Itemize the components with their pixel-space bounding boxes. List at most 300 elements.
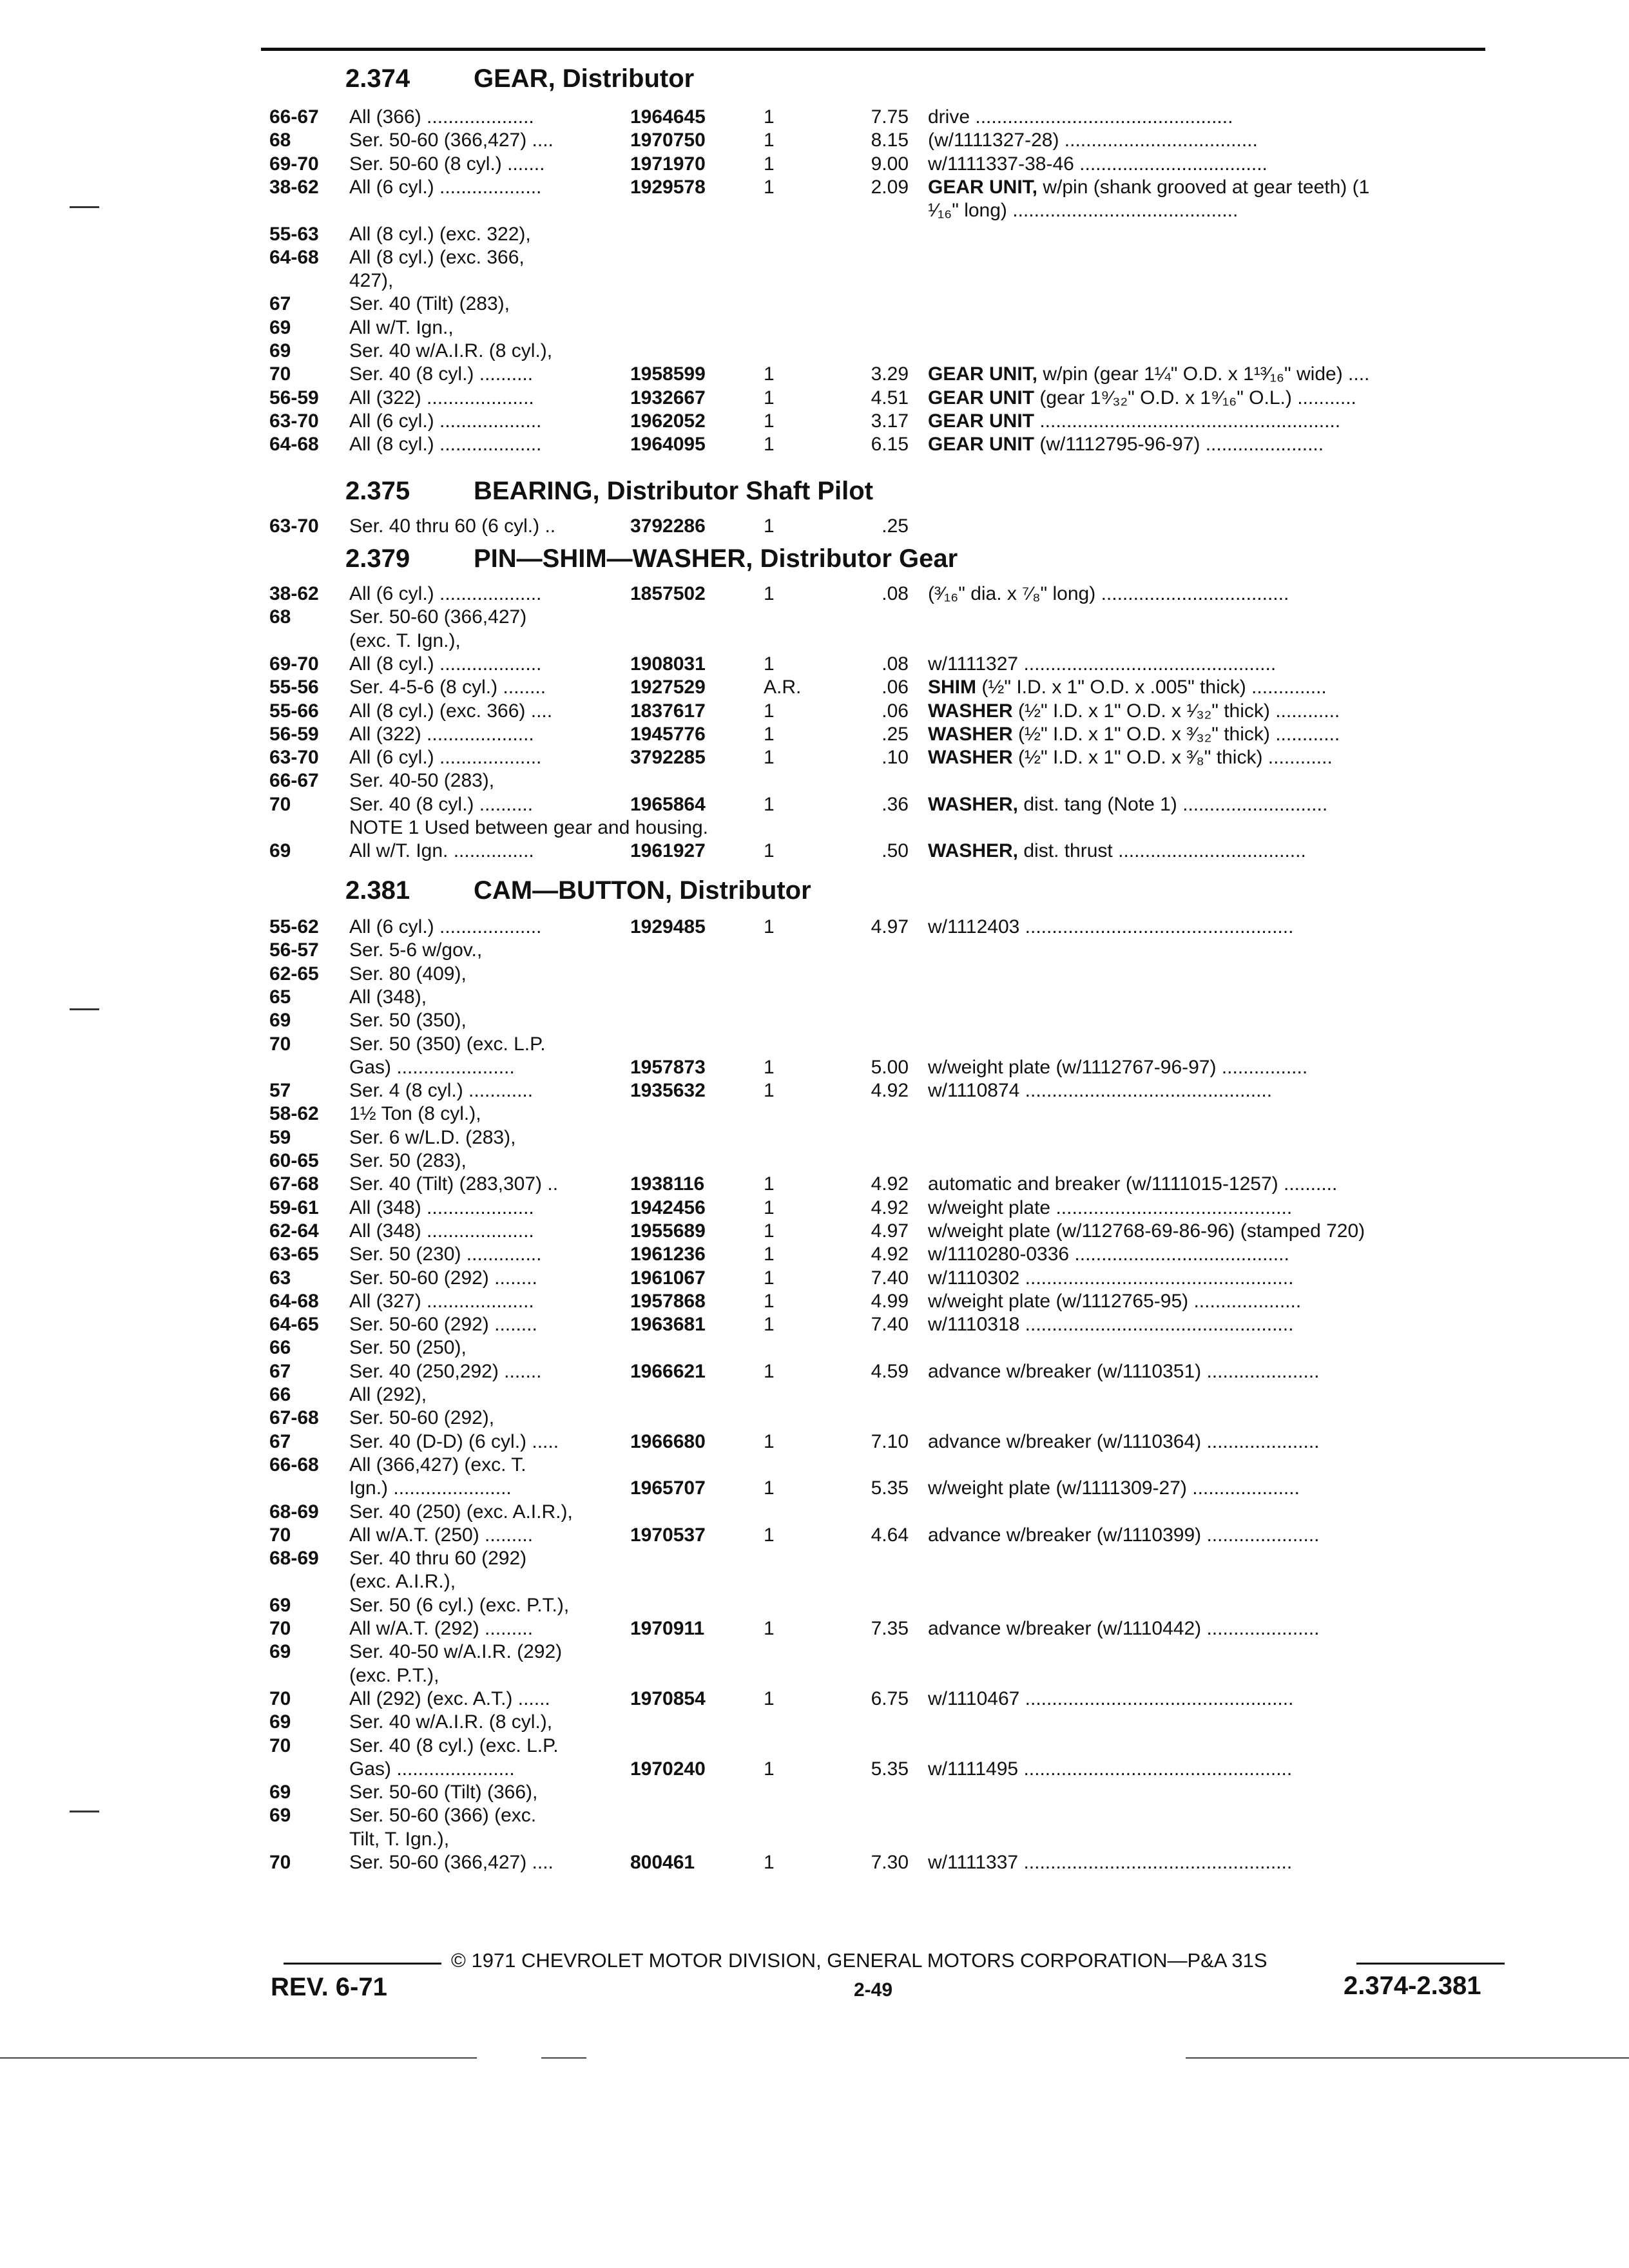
application: Ser. 50 (6 cyl.) (exc. P.T.), bbox=[349, 1595, 570, 1616]
part-row bbox=[0, 1267, 1629, 1289]
remarks bbox=[928, 1314, 1495, 1336]
part-number: 1970240 bbox=[630, 1758, 706, 1780]
remarks-text: w/1111337-38-46 ................................... bbox=[928, 153, 1268, 175]
application: 427), bbox=[349, 270, 394, 291]
part-number: 1964645 bbox=[630, 106, 706, 128]
part-number: 1938116 bbox=[630, 1173, 705, 1195]
remarks-text: ........................................................ bbox=[1034, 410, 1341, 432]
application: All (348) .................... bbox=[349, 1197, 534, 1218]
application: All (6 cyl.) ................... bbox=[349, 747, 542, 768]
quantity: 1 bbox=[764, 153, 775, 175]
quantity: 1 bbox=[764, 583, 775, 604]
part-row bbox=[0, 840, 1629, 862]
application: All (8 cyl.) (exc. 322), bbox=[349, 224, 531, 245]
application: All (8 cyl.) (exc. 366) .... bbox=[349, 700, 553, 722]
quantity: A.R. bbox=[764, 677, 802, 698]
remarks bbox=[928, 916, 1495, 938]
part-number: 1945776 bbox=[630, 724, 706, 745]
price: .06 bbox=[882, 700, 909, 722]
application: Ser. 40 (Tilt) (283,307) .. bbox=[349, 1173, 559, 1195]
application: Ser. 40 thru 60 (6 cyl.) .. bbox=[349, 515, 556, 537]
application: Ser. 50 (250), bbox=[349, 1337, 467, 1358]
remarks-text: w/1110302 .................................................. bbox=[928, 1267, 1294, 1289]
price: 5.35 bbox=[871, 1758, 909, 1780]
application: Ser. 4 (8 cyl.) ............ bbox=[349, 1080, 534, 1101]
scan-edge-line bbox=[1186, 2057, 1629, 2059]
price: .10 bbox=[882, 747, 909, 768]
part-number: 1957868 bbox=[630, 1291, 706, 1312]
remarks-part-name: WASHER bbox=[928, 724, 1013, 745]
price: 5.35 bbox=[871, 1477, 909, 1499]
remarks-text: w/1110874 .............................................. bbox=[928, 1080, 1273, 1101]
quantity: 1 bbox=[764, 410, 775, 432]
remarks-text: (³⁄₁₆" dia. x ⁷⁄₈" long) ................................... bbox=[928, 583, 1289, 604]
quantity: 1 bbox=[764, 1758, 775, 1780]
part-number: 1966621 bbox=[630, 1361, 706, 1382]
remarks bbox=[928, 653, 1495, 675]
remarks-text: w/weight plate (w/112768-69-86-96) (stamped 720) bbox=[928, 1220, 1365, 1242]
part-row bbox=[0, 106, 1629, 128]
remarks-text: w/1111495 .................................................. bbox=[928, 1758, 1293, 1780]
part-row bbox=[0, 247, 1629, 269]
section-range: 2.374-2.381 bbox=[1344, 1972, 1481, 2000]
remarks bbox=[928, 1057, 1495, 1079]
price: .50 bbox=[882, 840, 909, 861]
part-row bbox=[0, 1220, 1629, 1242]
application: All w/A.T. (292) ......... bbox=[349, 1618, 534, 1639]
part-row bbox=[0, 1501, 1629, 1523]
part-row bbox=[0, 1314, 1629, 1336]
quantity: 1 bbox=[764, 515, 775, 537]
part-row bbox=[0, 130, 1629, 151]
application: (exc. T. Ign.), bbox=[349, 630, 461, 651]
remarks bbox=[928, 363, 1495, 385]
remarks-text: w/1110318 .................................................. bbox=[928, 1314, 1294, 1335]
part-row bbox=[0, 986, 1629, 1008]
price: 4.59 bbox=[871, 1361, 909, 1382]
remarks-text: advance w/breaker (w/1110399) ..................... bbox=[928, 1524, 1320, 1546]
model-year: 66 bbox=[269, 1337, 291, 1358]
price: .08 bbox=[882, 583, 909, 604]
quantity: 1 bbox=[764, 1688, 775, 1709]
application: Gas) ...................... bbox=[349, 1758, 515, 1780]
remarks-text: (½" I.D. x 1" O.D. x ³⁄₈" thick) ............ bbox=[1012, 747, 1333, 768]
model-year: 68 bbox=[269, 130, 291, 151]
quantity: 1 bbox=[764, 1220, 775, 1242]
application: All (6 cyl.) ................... bbox=[349, 410, 542, 432]
remarks-part-name: GEAR UNIT bbox=[928, 434, 1034, 455]
part-number: 3792285 bbox=[630, 747, 706, 768]
remarks-part-name: WASHER bbox=[928, 747, 1013, 768]
application: Ser. 50 (230) .............. bbox=[349, 1244, 542, 1265]
remarks bbox=[928, 387, 1495, 409]
model-year: 64-68 bbox=[269, 1291, 319, 1312]
part-row bbox=[0, 224, 1629, 245]
application: Ser. 40 thru 60 (292) bbox=[349, 1548, 527, 1569]
quantity: 1 bbox=[764, 130, 775, 151]
part-row bbox=[0, 817, 1629, 839]
price: 4.64 bbox=[871, 1524, 909, 1546]
model-year: 66-67 bbox=[269, 770, 319, 791]
application: All (348), bbox=[349, 986, 427, 1008]
remarks bbox=[928, 1267, 1495, 1289]
part-row bbox=[0, 1711, 1629, 1733]
part-row bbox=[0, 1197, 1629, 1219]
price: 7.35 bbox=[871, 1618, 909, 1639]
part-row bbox=[0, 630, 1629, 652]
remarks-text: (½" I.D. x 1" O.D. x ³⁄₃₂" thick) ............ bbox=[1012, 724, 1340, 745]
application: All (327) .................... bbox=[349, 1291, 534, 1312]
part-row bbox=[0, 939, 1629, 961]
part-row bbox=[0, 770, 1629, 792]
application: All (6 cyl.) ................... bbox=[349, 916, 542, 937]
remarks-text: automatic and breaker (w/1111015-1257) .......... bbox=[928, 1173, 1338, 1195]
quantity: 1 bbox=[764, 840, 775, 861]
part-row bbox=[0, 1033, 1629, 1055]
section-title: PIN—SHIM—WASHER, Distributor Gear bbox=[474, 544, 958, 573]
price: 3.17 bbox=[871, 410, 909, 432]
part-row bbox=[0, 177, 1629, 198]
part-row bbox=[0, 1150, 1629, 1172]
price: 7.40 bbox=[871, 1314, 909, 1335]
model-year: 70 bbox=[269, 1618, 291, 1639]
part-row bbox=[0, 583, 1629, 605]
model-year: 55-63 bbox=[269, 224, 319, 245]
remarks bbox=[928, 1852, 1495, 1874]
application: Ser. 50 (350), bbox=[349, 1010, 467, 1031]
remarks bbox=[928, 1618, 1495, 1640]
part-row bbox=[0, 1665, 1629, 1687]
part-number: 1971970 bbox=[630, 153, 706, 175]
model-year: 68-69 bbox=[269, 1501, 319, 1523]
model-year: 64-68 bbox=[269, 434, 319, 455]
section-number: 2.375 bbox=[345, 477, 410, 505]
application: Ser. 50-60 (292) ........ bbox=[349, 1267, 537, 1289]
part-row bbox=[0, 1127, 1629, 1149]
application: (exc. P.T.), bbox=[349, 1665, 439, 1686]
scan-edge-line bbox=[541, 2057, 586, 2059]
part-number: 3792286 bbox=[630, 515, 706, 537]
application: All w/T. Ign. ............... bbox=[349, 840, 534, 861]
model-year: 56-59 bbox=[269, 387, 319, 408]
application: Ser. 4-5-6 (8 cyl.) ........ bbox=[349, 677, 546, 698]
model-year: 38-62 bbox=[269, 583, 319, 604]
price: 7.30 bbox=[871, 1852, 909, 1873]
remarks bbox=[928, 1361, 1495, 1383]
price: 4.92 bbox=[871, 1173, 909, 1195]
quantity: 1 bbox=[764, 1361, 775, 1382]
model-year: 67-68 bbox=[269, 1407, 319, 1428]
model-year: 69 bbox=[269, 317, 291, 338]
part-number: 1929578 bbox=[630, 177, 706, 198]
remarks-text: (gear 1⁹⁄₃₂" O.D. x 1⁹⁄₁₆" O.L.) ........... bbox=[1034, 387, 1356, 408]
quantity: 1 bbox=[764, 1291, 775, 1312]
quantity: 1 bbox=[764, 1524, 775, 1546]
model-year: 55-56 bbox=[269, 677, 319, 698]
quantity: 1 bbox=[764, 1173, 775, 1195]
model-year: 69 bbox=[269, 340, 291, 361]
part-row bbox=[0, 1010, 1629, 1032]
model-year: 69 bbox=[269, 1595, 291, 1616]
part-number: 1857502 bbox=[630, 583, 706, 604]
application: All (322) .................... bbox=[349, 387, 534, 408]
footer-rule-left bbox=[284, 1963, 441, 1965]
quantity: 1 bbox=[764, 794, 775, 815]
part-row bbox=[0, 1641, 1629, 1663]
part-number: 1970911 bbox=[630, 1618, 705, 1639]
model-year: 56-57 bbox=[269, 939, 319, 961]
remarks-part-name: GEAR UNIT, bbox=[928, 177, 1038, 198]
application: All (366) .................... bbox=[349, 106, 534, 128]
remarks-part-name: GEAR UNIT bbox=[928, 410, 1034, 432]
quantity: 1 bbox=[764, 653, 775, 675]
application: All (292), bbox=[349, 1384, 427, 1405]
part-number: 1932667 bbox=[630, 387, 706, 408]
model-year: 38-62 bbox=[269, 177, 319, 198]
part-number: 1961927 bbox=[630, 840, 706, 861]
part-row bbox=[0, 200, 1629, 222]
part-number: 1964095 bbox=[630, 434, 706, 455]
quantity: 1 bbox=[764, 1477, 775, 1499]
part-number: 1957873 bbox=[630, 1057, 706, 1078]
model-year: 55-66 bbox=[269, 700, 319, 722]
price: 4.92 bbox=[871, 1244, 909, 1265]
part-row bbox=[0, 606, 1629, 628]
model-year: 70 bbox=[269, 1524, 291, 1546]
application: All (292) (exc. A.T.) ...... bbox=[349, 1688, 550, 1709]
remarks bbox=[928, 1477, 1495, 1499]
model-year: 70 bbox=[269, 1735, 291, 1756]
section-number: 2.374 bbox=[345, 64, 410, 93]
application: Ser. 50-60 (366,427) .... bbox=[349, 1852, 554, 1873]
application: Tilt, T. Ign.), bbox=[349, 1829, 450, 1850]
quantity: 1 bbox=[764, 1852, 775, 1873]
application: Ser. 40 (250) (exc. A.I.R.), bbox=[349, 1501, 573, 1523]
quantity: 1 bbox=[764, 1057, 775, 1078]
quantity: 1 bbox=[764, 747, 775, 768]
application: Ser. 50-60 (292), bbox=[349, 1407, 495, 1428]
price: .25 bbox=[882, 724, 909, 745]
part-row bbox=[0, 747, 1629, 769]
part-row bbox=[0, 794, 1629, 816]
model-year: 60-65 bbox=[269, 1150, 319, 1171]
price: .06 bbox=[882, 677, 909, 698]
application: 1½ Ton (8 cyl.), bbox=[349, 1103, 481, 1124]
part-row bbox=[0, 515, 1629, 537]
part-row bbox=[0, 293, 1629, 315]
application: Ser. 50-60 (292) ........ bbox=[349, 1314, 537, 1335]
application: Ser. 40-50 w/A.I.R. (292) bbox=[349, 1641, 563, 1662]
part-row bbox=[0, 724, 1629, 745]
part-number: 1970537 bbox=[630, 1524, 706, 1546]
application: Ser. 50 (283), bbox=[349, 1150, 467, 1171]
price: 7.10 bbox=[871, 1431, 909, 1452]
model-year: 69 bbox=[269, 840, 291, 861]
model-year: 67 bbox=[269, 1431, 291, 1452]
remarks-text: w/1111337 .................................................. bbox=[928, 1852, 1293, 1873]
quantity: 1 bbox=[764, 1431, 775, 1452]
remarks-text: dist. tang (Note 1) ........................... bbox=[1018, 794, 1328, 815]
model-year: 63-70 bbox=[269, 747, 319, 768]
part-row bbox=[0, 1103, 1629, 1125]
part-number: 1965864 bbox=[630, 794, 706, 815]
price: 4.97 bbox=[871, 916, 909, 937]
part-row bbox=[0, 653, 1629, 675]
remarks-text: w/weight plate ............................................ bbox=[928, 1197, 1293, 1218]
remarks-text: (½" I.D. x 1" O.D. x ¹⁄₃₂" thick) ............ bbox=[1012, 700, 1340, 722]
part-row bbox=[0, 1080, 1629, 1102]
quantity: 1 bbox=[764, 177, 775, 198]
model-year: 69 bbox=[269, 1782, 291, 1803]
price: .08 bbox=[882, 653, 909, 675]
part-row bbox=[0, 700, 1629, 722]
model-year: 57 bbox=[269, 1080, 291, 1101]
part-number: 1966680 bbox=[630, 1431, 706, 1452]
application: All (366,427) (exc. T. bbox=[349, 1454, 526, 1475]
remarks bbox=[928, 1524, 1495, 1546]
price: 6.15 bbox=[871, 434, 909, 455]
application: All (6 cyl.) ................... bbox=[349, 177, 542, 198]
application: Ser. 40 (Tilt) (283), bbox=[349, 293, 510, 314]
remarks bbox=[928, 1220, 1495, 1242]
remarks-text: w/pin (gear 1¼" O.D. x 1¹³⁄₁₆" wide) .... bbox=[1037, 363, 1370, 385]
quantity: 1 bbox=[764, 387, 775, 408]
application: All (348) .................... bbox=[349, 1220, 534, 1242]
remarks-text: dist. thrust ................................... bbox=[1018, 840, 1306, 861]
part-number: 1961067 bbox=[630, 1267, 706, 1289]
part-number: 1927529 bbox=[630, 677, 706, 698]
application: Ser. 50 (350) (exc. L.P. bbox=[349, 1033, 546, 1055]
part-row bbox=[0, 1758, 1629, 1780]
price: 4.92 bbox=[871, 1080, 909, 1101]
application: Ser. 40 w/A.I.R. (8 cyl.), bbox=[349, 1711, 553, 1733]
remarks-text: advance w/breaker (w/1110364) ..................... bbox=[928, 1431, 1320, 1452]
application: All (8 cyl.) ................... bbox=[349, 434, 542, 455]
remarks-part-name: SHIM bbox=[928, 677, 976, 698]
part-row bbox=[0, 1337, 1629, 1359]
part-number: 1961236 bbox=[630, 1244, 706, 1265]
model-year: 69 bbox=[269, 1805, 291, 1826]
margin-mark bbox=[70, 1008, 99, 1010]
section-title: GEAR, Distributor bbox=[474, 64, 695, 93]
part-row bbox=[0, 1477, 1629, 1499]
section-number: 2.381 bbox=[345, 876, 410, 905]
application: All w/T. Ign., bbox=[349, 317, 454, 338]
part-row bbox=[0, 1173, 1629, 1195]
price: 6.75 bbox=[871, 1688, 909, 1709]
application: Ser. 40 (8 cyl.) .......... bbox=[349, 794, 534, 815]
remarks-part-name: GEAR UNIT, bbox=[928, 363, 1038, 385]
model-year: 66 bbox=[269, 1384, 291, 1405]
quantity: 1 bbox=[764, 106, 775, 128]
part-row bbox=[0, 153, 1629, 175]
section-title: CAM—BUTTON, Distributor bbox=[474, 876, 811, 905]
model-year: 63-70 bbox=[269, 515, 319, 537]
price: 4.92 bbox=[871, 1197, 909, 1218]
application: Ser. 50-60 (Tilt) (366), bbox=[349, 1782, 538, 1803]
application: All (6 cyl.) ................... bbox=[349, 583, 542, 604]
remarks-text: w/1110280-0336 ........................................ bbox=[928, 1244, 1289, 1265]
application: Ser. 40 (250,292) ....... bbox=[349, 1361, 542, 1382]
part-row bbox=[0, 1454, 1629, 1476]
remarks-part-name: WASHER bbox=[928, 700, 1013, 722]
remarks-text: advance w/breaker (w/1110351) ..................... bbox=[928, 1361, 1320, 1382]
part-row bbox=[0, 1361, 1629, 1383]
remarks-text: w/pin (shank grooved at gear teeth) (1 bbox=[1037, 177, 1370, 198]
section-number: 2.379 bbox=[345, 544, 410, 573]
model-year: 64-65 bbox=[269, 1314, 319, 1335]
remarks-text: w/weight plate (w/1111309-27) .................... bbox=[928, 1477, 1300, 1499]
remarks bbox=[928, 1291, 1495, 1312]
quantity: 1 bbox=[764, 916, 775, 937]
part-row bbox=[0, 1782, 1629, 1803]
copyright-notice: © 1971 CHEVROLET MOTOR DIVISION, GENERAL MOTORS CORPORATION—P&A 31S bbox=[451, 1949, 1268, 1972]
part-number: 1929485 bbox=[630, 916, 706, 937]
remarks-text: (½" I.D. x 1" O.D. x .005" thick) .............. bbox=[976, 677, 1327, 698]
part-row bbox=[0, 916, 1629, 938]
remarks-text: w/1110467 .................................................. bbox=[928, 1688, 1294, 1709]
model-year: 70 bbox=[269, 794, 291, 815]
part-number: 1942456 bbox=[630, 1197, 706, 1218]
part-row bbox=[0, 1571, 1629, 1593]
model-year: 63-70 bbox=[269, 410, 319, 432]
part-row bbox=[0, 317, 1629, 339]
quantity: 1 bbox=[764, 1197, 775, 1218]
quantity: 1 bbox=[764, 1080, 775, 1101]
part-row bbox=[0, 1735, 1629, 1757]
remarks bbox=[928, 106, 1495, 128]
remarks bbox=[928, 583, 1495, 605]
model-year: 63 bbox=[269, 1267, 291, 1289]
remarks bbox=[928, 840, 1495, 862]
price: 3.29 bbox=[871, 363, 909, 385]
quantity: 1 bbox=[764, 1267, 775, 1289]
remarks bbox=[928, 410, 1495, 432]
remarks-text: (w/1111327-28) .................................... bbox=[928, 130, 1258, 151]
part-row bbox=[0, 1805, 1629, 1827]
part-row bbox=[0, 963, 1629, 985]
part-row bbox=[0, 387, 1629, 409]
application: All (8 cyl.) (exc. 366, bbox=[349, 247, 525, 268]
remarks bbox=[928, 177, 1495, 198]
part-row bbox=[0, 340, 1629, 362]
remarks bbox=[928, 434, 1495, 456]
remarks-part-name: WASHER, bbox=[928, 840, 1019, 861]
application: Ser. 5-6 w/gov., bbox=[349, 939, 483, 961]
part-row bbox=[0, 1384, 1629, 1406]
margin-mark bbox=[70, 1811, 99, 1812]
remarks-text: drive ................................................ bbox=[928, 106, 1233, 128]
application: Ser. 50-60 (8 cyl.) ....... bbox=[349, 153, 545, 175]
remarks bbox=[928, 130, 1495, 151]
part-row bbox=[0, 1688, 1629, 1710]
application: All (322) .................... bbox=[349, 724, 534, 745]
price: .36 bbox=[882, 794, 909, 815]
model-year: 67 bbox=[269, 293, 291, 314]
part-number: 1958599 bbox=[630, 363, 706, 385]
scan-edge-line bbox=[0, 2057, 477, 2059]
revision-label: REV. 6-71 bbox=[271, 1973, 387, 2001]
quantity: 1 bbox=[764, 434, 775, 455]
model-year: 68 bbox=[269, 606, 291, 628]
model-year: 59 bbox=[269, 1127, 291, 1148]
remarks-text: advance w/breaker (w/1110442) ..................... bbox=[928, 1618, 1320, 1639]
remarks bbox=[928, 724, 1495, 745]
quantity: 1 bbox=[764, 1314, 775, 1335]
part-row bbox=[0, 270, 1629, 292]
application: Ser. 80 (409), bbox=[349, 963, 467, 985]
price: 9.00 bbox=[871, 153, 909, 175]
